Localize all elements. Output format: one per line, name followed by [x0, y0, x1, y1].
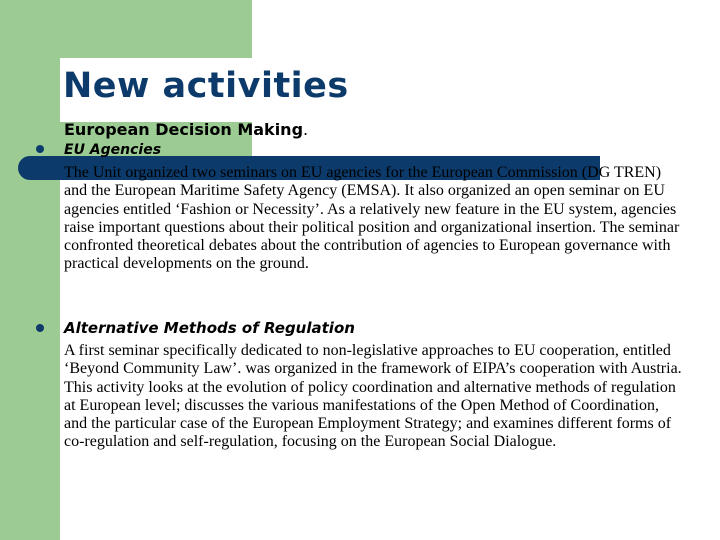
item-heading-eu-agencies: EU Agencies [64, 142, 162, 158]
bullet-dot-icon [36, 324, 44, 332]
item-text-alternative-methods: A first seminar specifically dedicated to non-legislative approaches to EU cooperation, entitled ‘Beyond Community Law’. was organized in the framework of EIPA’s cooperation with Austria. This activity looks at the evolution of policy coordination and alternative methods of regulation at European level; discusses the various manifestations of the Open Method of Coordination, and the particular case of the European Employment Strategy; and examines different forms of co-regulation and self-regulation, focusing on the European Social Dialogue. [64, 342, 682, 451]
item-heading-alternative-methods: Alternative Methods of Regulation [64, 319, 355, 337]
bullet-dot-icon [36, 145, 44, 153]
item-text-eu-agencies: The Unit organized two seminars on EU agencies for the European Commission (DG TREN) and the European Maritime Safety Agency (EMSA). It also organized an open seminar on EU agencies entitled ‘Fashion or Necessity’. As a relatively new feature in the EU system, agencies raise important questions about their political position and organizational insertion. The seminar confronted theoretical debates about the contribution of agencies to European governance with practical developments on the ground. [64, 164, 680, 273]
section-heading-suffix: . [303, 120, 309, 139]
section-heading [64, 120, 308, 139]
slide-title: New activities [63, 66, 349, 106]
section-heading-text: European Decision Making [64, 120, 304, 139]
